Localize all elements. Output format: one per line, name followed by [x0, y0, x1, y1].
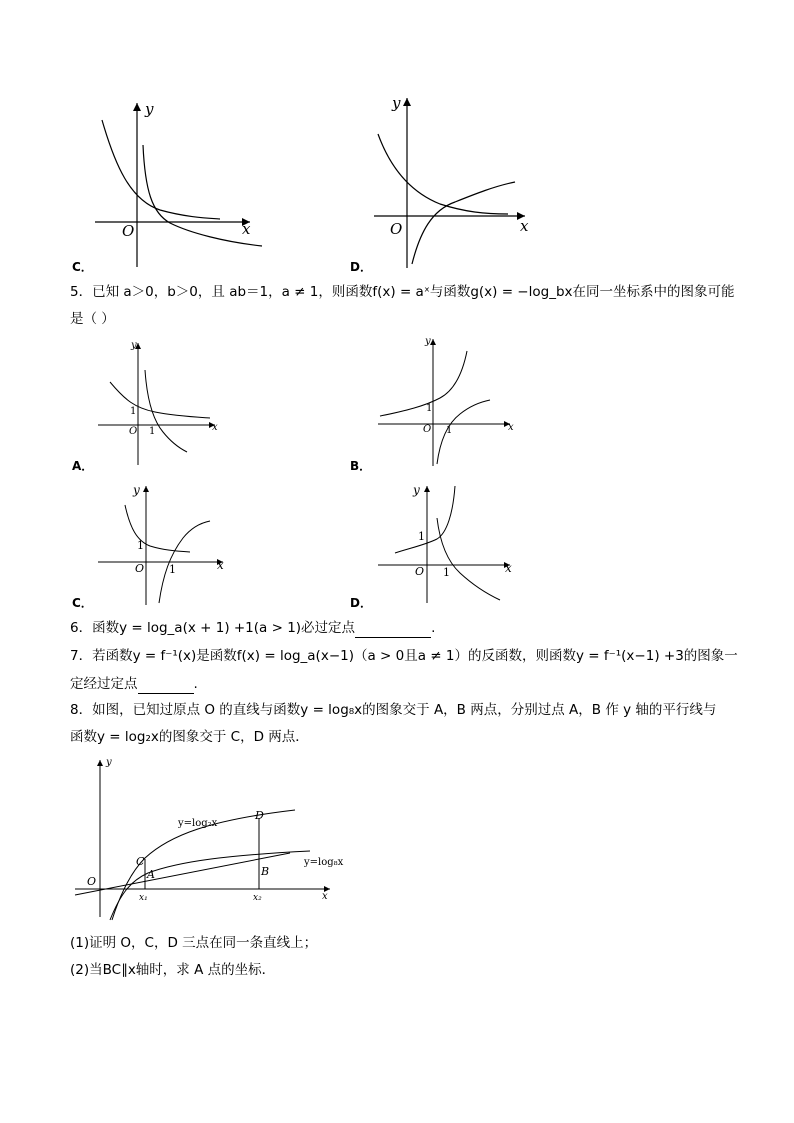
- label-log8: y=log₈x: [304, 857, 344, 868]
- x-axis-label: x: [322, 891, 328, 902]
- origin-label: O: [390, 220, 403, 238]
- origin-label: O: [129, 426, 138, 437]
- origin-label: O: [87, 875, 97, 888]
- choice-b-label: B．: [350, 459, 372, 473]
- q6-end: .: [431, 620, 436, 636]
- graph-prev-d: [370, 92, 550, 270]
- one-y-label: 1: [426, 403, 433, 414]
- graph-prev-c: [90, 95, 270, 270]
- q6-answer-blank[interactable]: [355, 623, 431, 638]
- q8-line1: 8．如图，已知过原点 O 的直线与函数y = log₈x的图象交于 A，B 两点，分别过点 A，B 作 y 轴的平行线与: [70, 702, 717, 718]
- q5-line2: 是（ ）: [70, 311, 115, 327]
- one-x-label: 1: [446, 425, 453, 436]
- choice-c-label: C．: [72, 260, 93, 274]
- q5-line1: 5．已知 a＞0，b＞0，且 ab＝1，a ≠ 1，则函数f(x) = aˣ与函数g(x) = −log_bx在同一坐标系中的图象可能: [70, 284, 735, 300]
- y-axis-label: y: [425, 336, 431, 347]
- graph-q5-d: [375, 483, 520, 608]
- choice-a-label: A．: [72, 459, 94, 473]
- origin-label: O: [415, 565, 425, 578]
- y-axis-label: y: [131, 340, 137, 351]
- x1-label: x₁: [139, 893, 148, 903]
- choice-d-label: D．: [350, 260, 372, 274]
- x-axis-label: x: [508, 422, 514, 433]
- choice-c-label: C．: [72, 596, 93, 610]
- y-axis-label: y: [145, 100, 154, 118]
- q7-answer-blank[interactable]: [138, 679, 194, 694]
- point-a-label: A: [147, 868, 155, 881]
- x-axis-label: x: [242, 220, 251, 238]
- point-b-label: B: [261, 865, 270, 878]
- graph-q8: [70, 755, 360, 920]
- q6-text: 6．函数y = log_a(x + 1) +1(a > 1)必过定点: [70, 620, 356, 636]
- q8-line2: 函数y = log₂x的图象交于 C，D 两点．: [70, 729, 309, 745]
- graph-q5-b: [375, 336, 520, 471]
- one-x-label: 1: [169, 563, 176, 576]
- x2-label: x₂: [253, 893, 262, 903]
- graph-q5-a: [95, 340, 225, 470]
- point-c-label: C: [136, 855, 145, 868]
- x-axis-label: x: [217, 558, 224, 572]
- one-x-label: 1: [443, 566, 450, 579]
- origin-label: O: [423, 424, 432, 435]
- q6-line: [70, 618, 435, 638]
- one-y-label: 1: [130, 406, 137, 417]
- label-log2: y=log₂x: [178, 818, 218, 829]
- x-axis-label: x: [505, 561, 512, 575]
- q8-part2: (2)当BC∥x轴时，求 A 点的坐标．: [70, 962, 276, 978]
- origin-label: O: [135, 562, 145, 575]
- origin-label: O: [122, 222, 135, 240]
- one-x-label: 1: [149, 426, 156, 437]
- q7-end: .: [193, 676, 198, 692]
- y-axis-label: y: [133, 483, 140, 497]
- x-axis-label: x: [520, 217, 529, 235]
- y-axis-label: y: [392, 94, 401, 112]
- q8-part1: (1)证明 O，C，D 三点在同一条直线上；: [70, 935, 318, 951]
- one-y-label: 1: [137, 539, 144, 552]
- graph-q5-c: [95, 483, 230, 608]
- point-d-label: D: [255, 809, 264, 822]
- choice-d-label: D．: [350, 596, 372, 610]
- x-axis-label: x: [212, 422, 218, 433]
- one-y-label: 1: [418, 530, 425, 543]
- y-axis-label: y: [413, 483, 420, 497]
- q7-line1: 7．若函数y = f⁻¹(x)是函数f(x) = log_a(x−1)（a > 0且a ≠ 1）的反函数，则函数y = f⁻¹(x−1) +3的图象一: [70, 648, 738, 664]
- q7-line2: [70, 674, 198, 694]
- y-axis-label: y: [106, 757, 112, 768]
- q7-line2-text: 定经过定点: [70, 676, 138, 692]
